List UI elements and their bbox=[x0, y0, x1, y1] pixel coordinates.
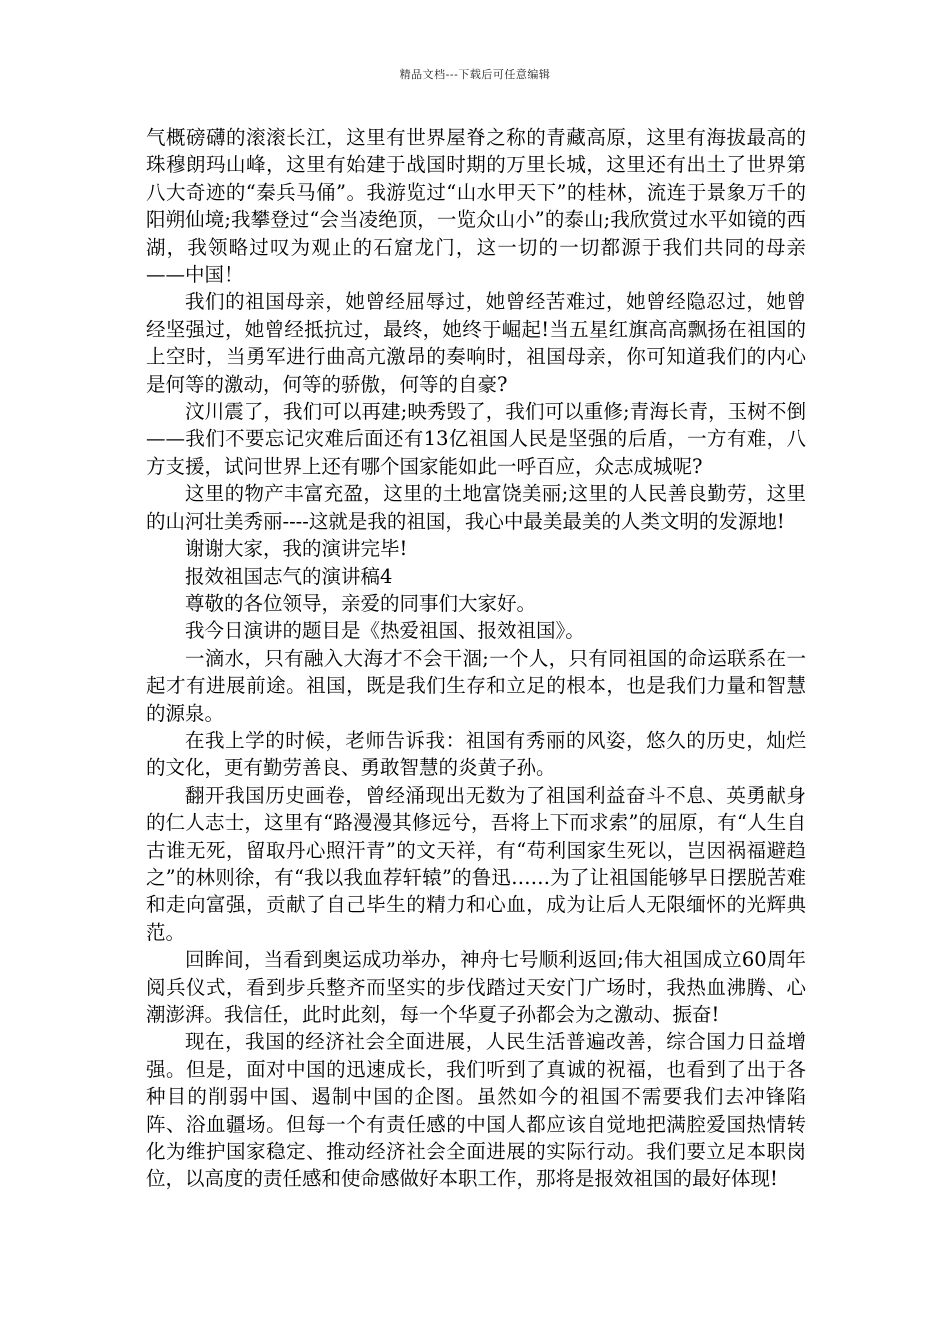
paragraph: 这里的物产丰富充盈，这里的土地富饶美丽;这里的人民善良勤劳，这里的山河壮美秀丽----这就是我的祖国，我心中最美最美的人类文明的发源地! bbox=[146, 482, 806, 533]
document-body bbox=[146, 124, 806, 1193]
page-header: 精品文档---下载后可任意编辑 bbox=[399, 68, 551, 81]
paragraph: 汶川震了，我们可以再建;映秀毁了，我们可以重修;青海长青，玉树不倒——我们不要忘记灾难后面还有13亿祖国人民是坚强的后盾，一方有难，八方支援，试问世界上还有哪个国家能如此一呼百应，众志成城呢? bbox=[146, 400, 806, 478]
section-title: 报效祖国志气的演讲稿4 bbox=[185, 564, 393, 588]
paragraph: 现在，我国的经济社会全面进展，人民生活普遍改善，综合国力日益增强。但是，面对中国的迅速成长，我们听到了真诚的祝福，也看到了出于各种目的削弱中国、遏制中国的企图。虽然如今的祖国不需要我们去冲锋陷阵、浴血疆场。但每一个有责任感的中国人都应该自觉地把满腔爱国热情转化为维护国家稳定、推动经济社会全面进展的实际行动。我们要立足本职岗位，以高度的责任感和使命感做好本职工作，那将是报效祖国的最好体现! bbox=[146, 1030, 806, 1191]
paragraph: 回眸间，当看到奥运成功举办，神舟七号顺利返回;伟大祖国成立60周年阅兵仪式，看到步兵整齐而坚实的步伐踏过天安门广场时，我热血沸腾、心潮澎湃。我信任，此时此刻，每一个华夏子孙都会为之激动、振奋! bbox=[146, 948, 806, 1026]
paragraph: 我们的祖国母亲，她曾经屈辱过，她曾经苦难过，她曾经隐忍过，她曾经坚强过，她曾经抵抗过，最终，她终于崛起!当五星红旗高高飘扬在祖国的上空时，当勇军进行曲高亢激昂的奏响时，祖国母亲，你可知道我们的内心是何等的激动，何等的骄傲，何等的自豪? bbox=[146, 290, 806, 396]
paragraph: 气概磅礴的滚滚长江，这里有世界屋脊之称的青藏高原，这里有海拔最高的珠穆朗玛山峰，这里有始建于战国时期的万里长城，这里还有出土了世界第八大奇迹的“秦兵马俑”。我游览过“山水甲天下”的桂林，流连于景象万千的阳朔仙境;我攀登过“会当凌绝顶，一览众山小”的泰山;我欣赏过水平如镜的西湖，我领略过叹为观止的石窟龙门，这一切的一切都源于我们共同的母亲——中国！ bbox=[146, 126, 806, 287]
paragraph: 一滴水，只有融入大海才不会干涸;一个人，只有同祖国的命运联系在一起才有进展前途。祖国，既是我们生存和立足的根本，也是我们力量和智慧的源泉。 bbox=[146, 646, 806, 725]
paragraph: 在我上学的时候，老师告诉我：祖国有秀丽的风姿，悠久的历史，灿烂的文化，更有勤劳善良、勇敢智慧的炎黄子孙。 bbox=[146, 728, 806, 780]
paragraph: 翻开我国历史画卷，曾经涌现出无数为了祖国利益奋斗不息、英勇献身的仁人志士，这里有“路漫漫其修远兮，吾将上下而求索”的屈原，有“人生自古谁无死，留取丹心照汗青”的文天祥，有“苟利国家生死以，岂因祸福避趋之”的林则徐，有“我以我血荐轩辕”的鲁迅……为了让祖国能够早日摆脱苦难和走向富强，贡献了自己毕生的精力和心血，成为让后人无限缅怀的光辉典范。 bbox=[146, 783, 806, 944]
paragraph: 我今日演讲的题目是《热爱祖国、报效祖国》。 bbox=[185, 619, 585, 643]
paragraph: 谢谢大家，我的演讲完毕! bbox=[185, 537, 408, 561]
paragraph: 尊敬的各位领导，亲爱的同事们大家好。 bbox=[185, 591, 537, 615]
